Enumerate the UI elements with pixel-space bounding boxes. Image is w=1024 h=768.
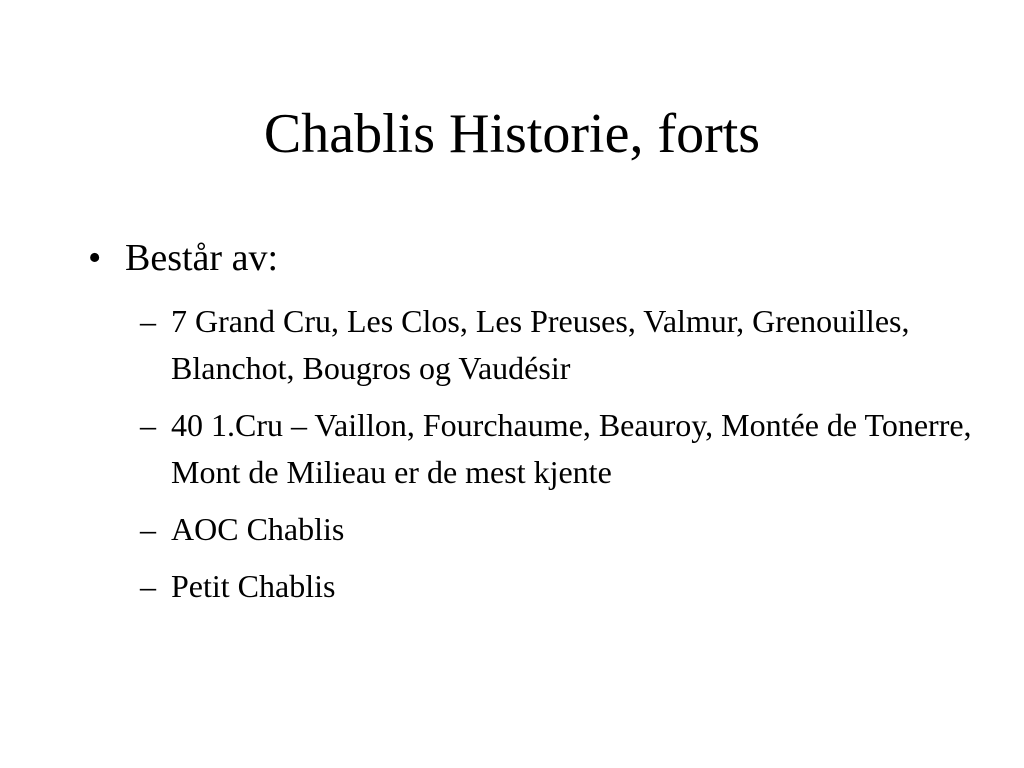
bullet-label: Består av: [125,237,279,279]
sub-bullet-premier-cru [140,402,1000,496]
sub-bullet-petit-chablis [140,563,1000,610]
sub-bullet-aoc-chablis [140,506,1000,553]
bullet-item [88,232,278,284]
dash-marker: – [140,568,156,604]
slide-title: Chablis Historie, forts [263,103,761,165]
dash-marker: – [140,407,156,443]
dash-marker: – [140,303,156,339]
sub-bullet-list [140,298,1000,620]
bullet-marker: • [88,237,102,279]
dash-marker: – [140,511,156,547]
sub-bullet-text: AOC Chablis [171,511,345,547]
sub-bullet-text: 7 Grand Cru, Les Clos, Les Preuses, Valmur, Grenouilles, Blanchot, Bougros og Vaudésir [171,303,910,386]
sub-bullet-text: 40 1.Cru – Vaillon, Fourchaume, Beauroy, Montée de Tonerre, Mont de Milieau er de mest kjente [171,407,972,490]
sub-bullet-grand-cru [140,298,1000,392]
sub-bullet-text: Petit Chablis [171,568,336,604]
